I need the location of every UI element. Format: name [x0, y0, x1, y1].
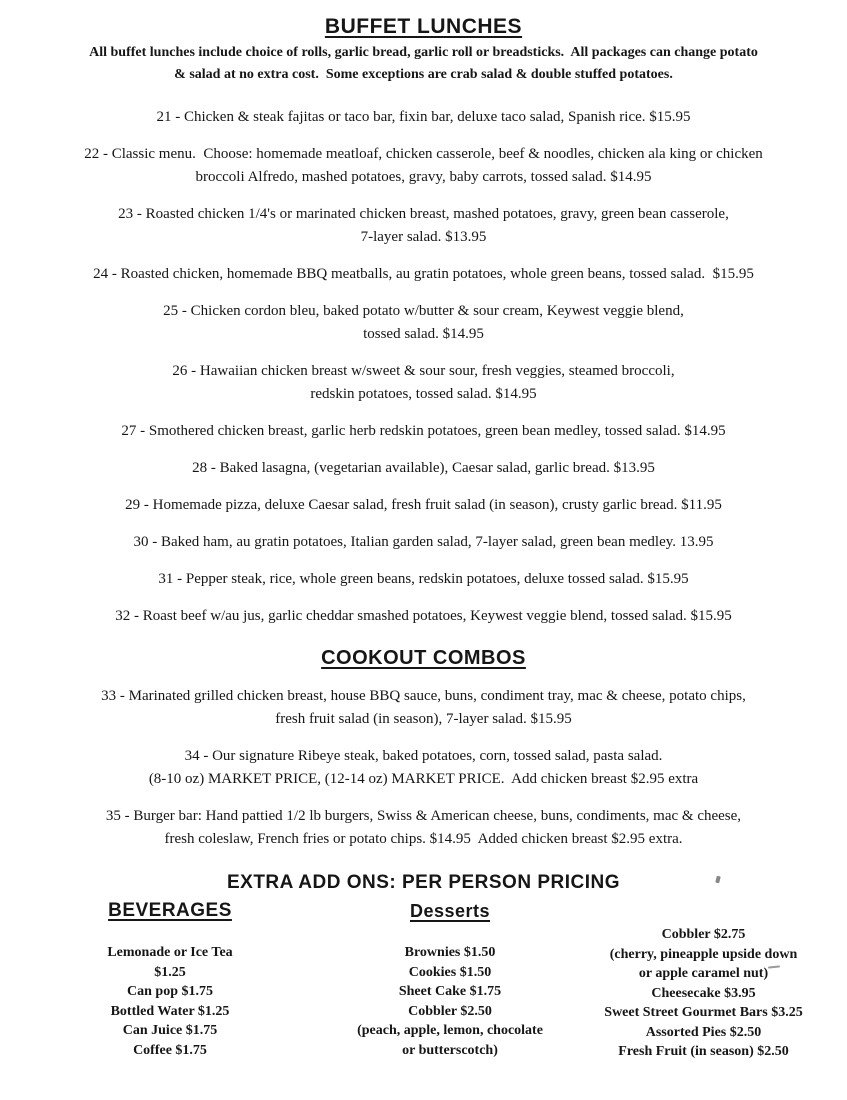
desserts-continued-price-list — [560, 925, 847, 1062]
menu-line: redskin potatoes, tossed salad. $14.95 — [310, 386, 537, 402]
menu-line: $1.25 — [154, 964, 186, 980]
menu-line: Sweet Street Gourmet Bars $3.25 — [604, 1005, 803, 1020]
menu-line: broccoli Alfredo, mashed potatoes, gravy, baby carrots, tossed salad. $14.95 — [195, 169, 652, 185]
menu-line: 32 - Roast beef w/au jus, garlic cheddar smashed potatoes, Keywest veggie blend, tossed salad. $15.95 — [115, 608, 732, 624]
menu-line: Cheesecake $3.95 — [651, 985, 756, 1001]
menu-item — [0, 360, 847, 406]
menu-item — [0, 203, 847, 249]
cookout-items-list — [0, 685, 847, 851]
menu-line: 22 - Classic menu. Choose: homemade meatloaf, chicken casserole, beef & noodles, chicken ala king or chicken — [84, 146, 763, 162]
menu-line: 29 - Homemade pizza, deluxe Caesar salad, fresh fruit salad (in season), crusty garlic bread. $11.95 — [125, 497, 722, 513]
menu-line: 30 - Baked ham, au gratin potatoes, Italian garden salad, 7-layer salad, green bean medley. 13.95 — [133, 534, 714, 550]
menu-item — [0, 531, 847, 554]
menu-item — [0, 605, 847, 628]
extra-add-ons-title-text: EXTRA ADD ONS: PER PERSON PRICING — [226, 872, 621, 893]
menu-line: 33 - Marinated grilled chicken breast, house BBQ sauce, buns, condiment tray, mac & cheese, potato chips, — [101, 688, 746, 704]
buffet-lunches-title-text: BUFFET LUNCHES — [324, 15, 523, 38]
buffet-intro-line-1: All buffet lunches include choice of rolls, garlic bread, garlic roll or breadsticks. All packages can change potato — [89, 45, 758, 60]
buffet-lunches-heading — [0, 14, 847, 39]
menu-line: 27 - Smothered chicken breast, garlic herb redskin potatoes, green bean medley, tossed salad. $14.95 — [121, 423, 726, 439]
beverages-heading — [0, 899, 340, 923]
menu-line: Sheet Cake $1.75 — [398, 984, 502, 999]
extras-columns — [0, 899, 847, 1062]
menu-line: Fresh Fruit (in season) $2.50 — [618, 1044, 789, 1059]
menu-line: 21 - Chicken & steak fajitas or taco bar, fixin bar, deluxe taco salad, Spanish rice. $15.95 — [156, 109, 691, 125]
menu-line: Lemonade or Ice Tea — [107, 945, 233, 960]
menu-item — [0, 143, 847, 189]
desserts-heading — [340, 899, 560, 923]
buffet-items-list — [0, 106, 847, 628]
menu-line: Can Juice $1.75 — [122, 1023, 218, 1038]
desserts-price-list — [340, 943, 560, 1060]
cookout-combos-title-text: COOKOUT COMBOS — [321, 647, 526, 669]
menu-line: Brownies $1.50 — [404, 945, 496, 960]
menu-line: (peach, apple, lemon, chocolate — [357, 1023, 543, 1038]
beverages-heading-text: BEVERAGES — [108, 900, 232, 921]
buffet-intro-line-2: & salad at no extra cost. Some exceptions are crab salad & double stuffed potatoes. — [174, 67, 673, 82]
menu-item — [0, 263, 847, 286]
beverages-price-list — [0, 943, 340, 1060]
menu-item — [0, 106, 847, 129]
menu-line: 26 - Hawaiian chicken breast w/sweet & sour sour, fresh veggies, steamed broccoli, — [172, 363, 675, 379]
menu-line: 7-layer salad. $13.95 — [360, 229, 487, 245]
menu-line: or apple caramel nut) — [638, 966, 769, 981]
desserts-heading-text: Desserts — [409, 901, 491, 921]
menu-line: 28 - Baked lasagna, (vegetarian available), Caesar salad, garlic bread. $13.95 — [192, 460, 655, 476]
menu-line: (8-10 oz) MARKET PRICE, (12-14 oz) MARKET PRICE. Add chicken breast $2.95 extra — [148, 771, 699, 787]
menu-item — [0, 457, 847, 480]
menu-item — [0, 805, 847, 851]
menu-item — [0, 685, 847, 731]
beverages-column — [0, 899, 340, 1060]
menu-line: 34 - Our signature Ribeye steak, baked potatoes, corn, tossed salad, pasta salad. — [184, 748, 663, 764]
menu-item — [0, 745, 847, 791]
menu-line: 31 - Pepper steak, rice, whole green beans, redskin potatoes, deluxe tossed salad. $15.95 — [158, 571, 689, 587]
menu-line: (cherry, pineapple upside down — [609, 946, 798, 962]
cookout-combos-heading — [0, 646, 847, 671]
desserts-continued-column — [560, 899, 847, 1062]
extra-add-ons-section — [0, 871, 847, 1062]
menu-item — [0, 494, 847, 517]
menu-line: or butterscotch) — [402, 1042, 498, 1058]
menu-line: 25 - Chicken cordon bleu, baked potato w/butter & sour cream, Keywest veggie blend, — [163, 303, 684, 319]
buffet-intro — [0, 42, 847, 86]
menu-line: 35 - Burger bar: Hand pattied 1/2 lb burgers, Swiss & American cheese, buns, condiments, mac & cheese, — [105, 808, 742, 824]
menu-line: Can pop $1.75 — [127, 984, 213, 999]
menu-line: Cobbler $2.50 — [408, 1003, 492, 1019]
menu-line: Assorted Pies $2.50 — [645, 1024, 762, 1040]
menu-item — [0, 420, 847, 443]
menu-line: Cookies $1.50 — [408, 964, 492, 980]
menu-line: fresh fruit salad (in season), 7-layer salad. $15.95 — [275, 711, 572, 727]
desserts-column — [340, 899, 560, 1060]
menu-line: 23 - Roasted chicken 1/4's or marinated chicken breast, mashed potatoes, gravy, green bean casserole, — [118, 206, 729, 222]
menu-line: 24 - Roasted chicken, homemade BBQ meatballs, au gratin potatoes, whole green beans, tossed salad. $15.95 — [93, 266, 754, 282]
menu-item — [0, 568, 847, 591]
menu-line: Bottled Water $1.25 — [110, 1003, 230, 1019]
menu-line: Cobbler $2.75 — [661, 927, 746, 942]
menu-line: tossed salad. $14.95 — [363, 326, 484, 342]
extra-add-ons-heading — [0, 871, 847, 895]
menu-line: fresh coleslaw, French fries or potato chips. $14.95 Added chicken breast $2.95 extra. — [164, 831, 683, 847]
menu-line: Coffee $1.75 — [133, 1042, 207, 1058]
menu-item — [0, 300, 847, 346]
